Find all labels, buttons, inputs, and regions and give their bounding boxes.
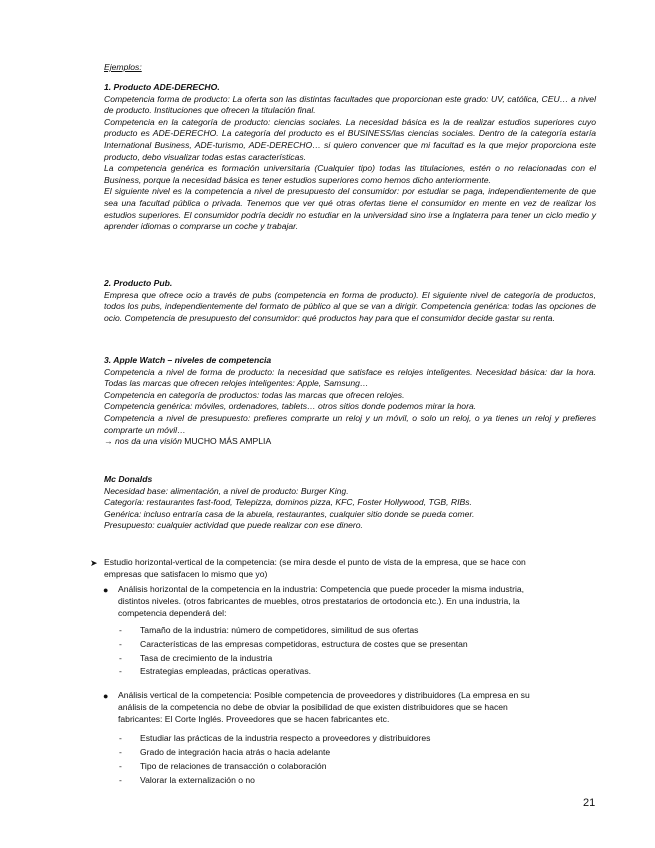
example-4-line-2: Categoría: restaurantes fast-food, Telepizza, dominos pizza, KFC, Foster Hollywood, TGB, RIBs.: [104, 497, 472, 508]
horizontal-item-4: Estrategias empleadas, prácticas operativas.: [140, 666, 312, 676]
dash-marker: -: [119, 625, 122, 635]
bullet-dot-icon: ●: [103, 585, 109, 595]
examples-label-text: Ejemplos:: [104, 62, 142, 72]
section-intro: [104, 557, 596, 581]
vertical-line-2: análisis de la competencia no debe de obviar la posibilidad de que existen distribuidores que se hacen: [118, 701, 508, 712]
horizontal-item-1: Tamaño de la industria: número de competidores, similitud de sus ofertas: [140, 625, 419, 635]
example-ade-derecho: [104, 82, 596, 233]
example-2-para-1: Empresa que ofrece ocio a través de pubs (competencia en forma de producto). El siguiente nivel de categoría de productos, todos los pubs, independientemente del formato de público al que se van a dirigir. Competencia genérica: todas las opciones de ocio. Competencia de presupuesto del consumidor: qué productos hay para que el consumidor decide gastar su renta.: [104, 289, 596, 323]
example-1-para-2: Competencia en la categoría de producto: ciencias sociales. La necesidad básica es la de realizar estudios superiores cuyo producto es ADE-DERECHO. La categoría del producto es el BUSINESS/las ciencias sociales. Dentro de la categoría estaría International Business, ADE-turismo, ADE-DERECHO… si quiero convencer que mi facultad es la que mejor proporciona este producto, debo visualizar todas estas características.: [104, 116, 596, 162]
example-4-line-4: Presupuesto: cualquier actividad que puede realizar con ese dinero.: [104, 520, 363, 531]
example-3-para-3: Competencia genérica: móviles, ordenadores, tablets… otros sitios donde podemos mirar la hora.: [104, 401, 477, 412]
dash-marker: -: [119, 747, 122, 757]
example-pub: [104, 278, 596, 324]
horizontal-line-1: Análisis horizontal de la competencia en la industria: Competencia que puede proceder la misma industria,: [118, 584, 525, 594]
horizontal-analysis: [118, 584, 596, 619]
vertical-item-3: Tipo de relaciones de transacción o colaboración: [140, 761, 327, 771]
horizontal-line-3: competencia dependerá del:: [118, 607, 227, 618]
dash-marker: -: [119, 666, 122, 676]
example-4-title: Mc Donalds: [104, 474, 153, 484]
horizontal-item-2: Características de las empresas competidoras, estructura de costes que se presentan: [140, 639, 468, 649]
example-mcdonalds: [104, 474, 596, 532]
example-3-para-4: Competencia a nivel de presupuesto: prefieres comprarte un reloj y un móvil, o solo un reloj, o ya tienes un reloj y prefieres comprarte un móvil…: [104, 412, 596, 435]
example-3-title: 3. Apple Watch – niveles de competencia: [104, 355, 272, 365]
example-2-title: 2. Producto Pub.: [104, 278, 173, 288]
arrow-line-emphasis: MUCHO MÁS AMPLIA: [184, 436, 272, 447]
example-3-para-1: Competencia a nivel de forma de producto: la necesidad que satisface es relojes inteligentes. Necesidad básica: dar la hora. Todas las marcas que ofrecen relojes inteligentes: Apple, Samsung…: [104, 366, 596, 389]
dash-marker: -: [119, 761, 122, 771]
section-intro-line-1: Estudio horizontal-vertical de la competencia: (se mira desde el punto de vista de la empresa, que se hace con: [104, 557, 526, 567]
arrow-bullet-icon: ➤: [90, 558, 98, 568]
example-1-para-3: La competencia genérica es formación universitaria (Cualquier tipo) todas las titulaciones, estén o no relacionadas con el Business, porque la necesidad básica es tener estudios superiores como hemos dicho anteriormente.: [104, 163, 596, 185]
example-1-title: 1. Producto ADE-DERECHO.: [104, 82, 220, 92]
bullet-dot-icon: ●: [103, 691, 109, 701]
section-intro-line-2: empresas que satisfacen lo mismo que yo): [104, 568, 268, 579]
examples-label: [104, 62, 596, 74]
example-4-line-3: Genérica: incluso entraría casa de la abuela, restaurantes, cualquier sitio donde se pueda comer.: [104, 508, 475, 519]
example-3-para-2: Competencia en categoría de productos: todas las marcas que ofrecen relojes.: [104, 389, 405, 400]
horizontal-line-2: distintos niveles. (otros fabricantes de muebles, otros prestatarios de ortodoncia etc.). En una industria, la: [118, 595, 520, 606]
dash-marker: -: [119, 639, 122, 649]
example-1-para-4: El siguiente nivel es la competencia a nivel de presupuesto del consumidor: por estudiar se paga, independientemente de que sea una facultad pública o privada. Tenemos que ver qué otras ofertas tiene el consumidor en mente en vez de realizar los estudios superiores. El consumidor podría decidir no estudiar en la universidad sino irse a Inglaterra para tener un ciclo medio y aprender idiomas o comprarse un coche y trabajar.: [104, 186, 596, 232]
dash-marker: -: [119, 775, 122, 785]
vertical-line-1: Análisis vertical de la competencia: Posible competencia de proveedores y distribuidores (La empresa en su: [118, 690, 530, 700]
vertical-analysis: [118, 690, 596, 725]
dash-marker: -: [119, 733, 122, 743]
vertical-item-1: Estudiar las prácticas de la industria respecto a proveedores y distribuidores: [140, 733, 431, 743]
arrow-line-text: → nos da una visión: [104, 436, 185, 447]
example-apple-watch: [104, 355, 596, 448]
vertical-line-3: fabricantes: El Corte Inglés. Proveedores que se hacen fabricantes etc.: [118, 713, 390, 724]
vertical-item-2: Grado de integración hacia atrás o hacia adelante: [140, 747, 331, 757]
example-4-line-1: Necesidad base: alimentación, a nivel de producto: Burger King.: [104, 485, 349, 496]
vertical-item-4: Valorar la externalización o no: [140, 775, 255, 785]
example-3-arrow-line: [104, 436, 596, 448]
example-1-para-1: Competencia forma de producto: La oferta son las distintas facultades que proporcionan este grado: UV, católica, CEU… a nivel de producto. Instituciones que ofrecen la titulación final.: [104, 93, 596, 116]
horizontal-item-3: Tasa de crecimiento de la industria: [140, 653, 273, 663]
page-number: 21: [583, 797, 596, 809]
dash-marker: -: [119, 653, 122, 663]
